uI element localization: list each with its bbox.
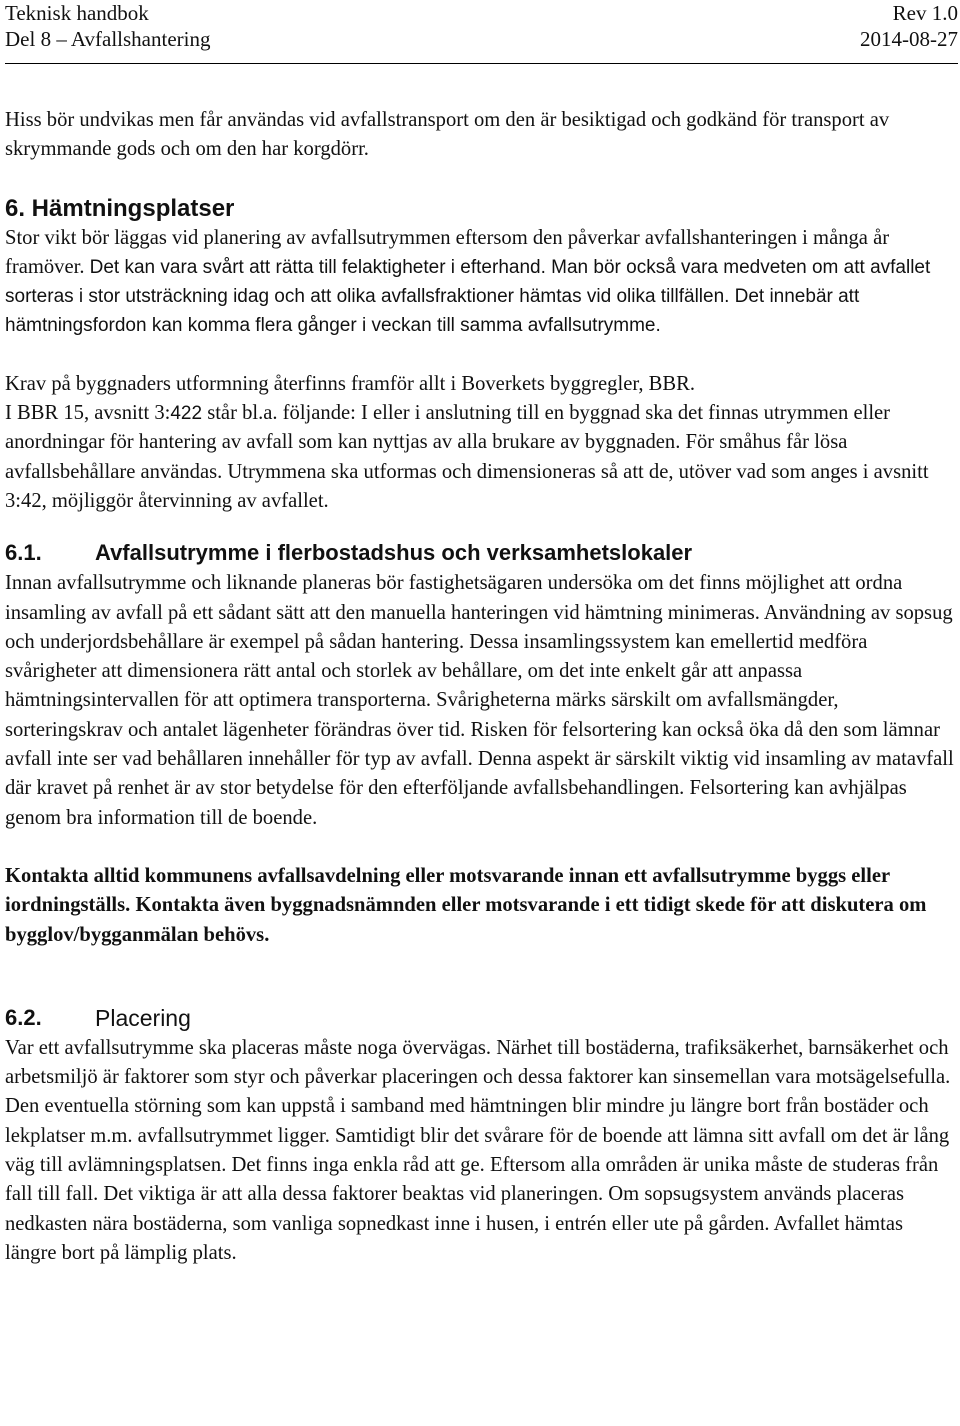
contact-note: Kontakta alltid kommunens avfallsavdelning eller motsvarande innan ett avfallsutrymme byggs eller iordningställs. Kontakta även byggnadsnämnden eller motsvarande i ett tidigt skede för att diskutera om bygglov/bygganmälan behövs. xyxy=(5,864,927,946)
section-6-1-paragraph: Innan avfallsutrymme och liknande planeras bör fastighetsägaren undersöka om det finns möjlighet att ordna insamling av avfall på ett sådant sätt att den manuella hanteringen vid hämtning minimeras. Användning av sopsug och underjordsbehållare är exempel på sådan hantering. Dessa insamlingssystem kan emellertid medföra svårigheter att dimensionera rätt antal och storlek av behållare, om det inte enkelt går att anpassa hämtningsintervallen för att optimera transporterna. Svårigheterna märks särskilt om avfallsmängder, sorteringskrav och antalet lägenheter förändras över tid. Risken för felsortering kan också öka då den som lämnar avfall inte ser vad behållaren innehåller för typ av avfall. Denna aspekt är särskilt viktig vid insamling av matavfall där kravet på renhet är av stor betydelse för den efterföljande avfallsbehandlingen. Felsortering kan avhjälpas genom bra information till de boende. xyxy=(5,572,954,829)
bbr-line-2-a: I BBR 15, avsnitt 3: xyxy=(5,402,171,425)
section-6-p1-a: Stor vikt bör läggas vid planering av avfallsutrymmen eftersom den påverkar avfallshanteringen i många år framöver. xyxy=(5,226,890,278)
page-header xyxy=(5,0,958,64)
bbr-line-1: Krav på byggnaders utformning återfinns framför allt i Boverkets byggregler, BBR. xyxy=(5,372,696,395)
revision-label: Rev 1.0 xyxy=(892,1,958,25)
intro-paragraph: Hiss bör undvikas men får användas vid avfallstransport om den är besiktigad och godkänd för transport av skrymmande gods och om den har korgdörr. xyxy=(5,109,890,161)
document-date: 2014-08-27 xyxy=(860,27,958,51)
header-row-1 xyxy=(5,0,958,26)
section-6-2-title: Placering xyxy=(95,1004,191,1031)
bbr-line-2 xyxy=(5,399,958,516)
section-6-2-number: 6.2. xyxy=(5,1004,42,1030)
document-page xyxy=(5,0,958,1268)
bbr-line-2-sans: 422 xyxy=(170,403,203,425)
section-6-1-number: 6.1. xyxy=(5,540,42,566)
header-divider xyxy=(5,63,958,64)
section-6-1-title: Avfallsutrymme i flerbostadshus och verksamhetslokaler xyxy=(95,540,693,566)
section-6-1-heading xyxy=(5,538,958,568)
section-6-2-heading xyxy=(5,1003,958,1033)
section-6-paragraph-2 xyxy=(5,370,958,516)
section-6-paragraph-1 xyxy=(5,224,958,341)
bbr-line-2-b: står bl.a. följande: I eller i anslutning till en byggnad ska det finnas utrymmen eller anordningar för hantering av avfall som kan nyttjas av alla brukare av byggnaden. För småhus får lösa avfallsbehållare användas. Utrymmena ska utformas och dimensioneras så att de, utöver vad som anges i avsnitt 3:42, möjliggör återvinning av avfallet. xyxy=(5,402,929,512)
section-6-p1-b: Det kan vara svårt att rätta till felaktigheter i efterhand. Man bör också vara medveten om att avfallet sorteras i stor utsträckning idag och att olika avfallsfraktioner hämtas vid olika tillfällen. xyxy=(5,256,931,308)
section-label: Del 8 – Avfallshantering xyxy=(5,27,211,51)
section-6-2-paragraph: Var ett avfallsutrymme ska placeras måste noga övervägas. Närhet till bostäderna, trafiksäkerhet, barnsäkerhet och arbetsmiljö är faktorer som styr och påverkar placeringen och dessa faktorer kan sinsemellan vara motsägelsefulla. Den eventuella störning som kan uppstå i samband med hämtningen blir mindre ju längre bort från bostäder och lekplatser m.m. avfallsutrymmet ligger. Samtidigt blir det svårare för de boende att lämna sitt avfall om det är lång väg till avlämningsplatsen. Det finns inga enkla råd att ge. Eftersom alla områden är unika måste de studeras från fall till fall. Det viktiga är att alla dessa faktorer beaktas vid planeringen. Om sopsugsystem används placeras nedkasten nära bostäderna, som vanliga sopnedkast inne i husen, i entrén eller ute på gården. Avfallet hämtas längre bort på lämplig plats. xyxy=(5,1036,951,1264)
section-6-p1-c: Det innebär att hämtningsfordon kan komma flera gånger i veckan till samma avfallsutrymme. xyxy=(5,286,860,337)
section-6-heading: 6. Hämtningsplatser xyxy=(5,194,235,222)
header-row-2 xyxy=(5,26,958,52)
document-title: Teknisk handbok xyxy=(5,1,149,25)
